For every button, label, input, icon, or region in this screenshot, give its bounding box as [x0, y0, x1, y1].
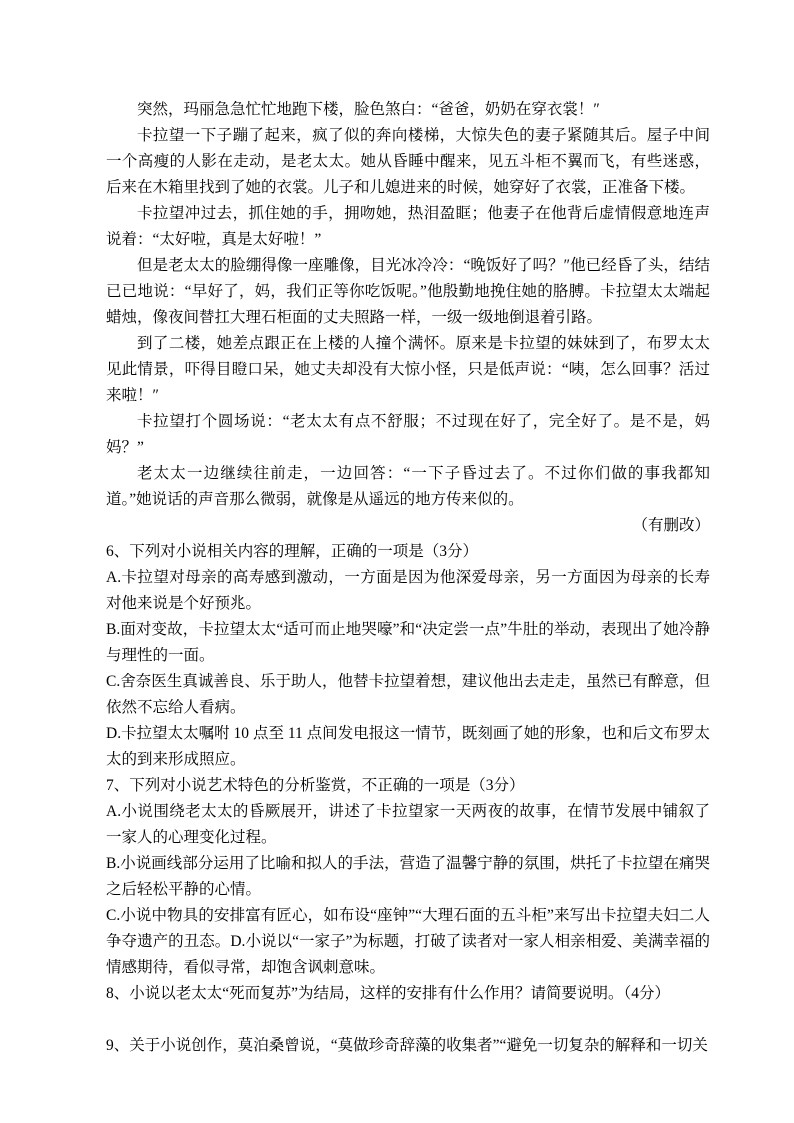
story-paragraph-7: 老太太一边继续往前走，一边回答：“一下子昏过去了。不过你们做的事我都知道。”她说话的声音那么微弱，就像是从遥远的地方传来似的。: [106, 465, 710, 508]
question-6-option-d: D.卡拉望太太嘱咐 10 点至 11 点间发电报这一情节，既刻画了她的形象，也和后文布罗太太的到来形成照应。: [106, 725, 710, 768]
question-6-option-b: B.面对变故，卡拉望太太“适可而止地哭嚎”和“决定尝一点”牛肚的举动，表现出了她冷静与理性的一面。: [106, 621, 710, 664]
question-6-stem: 6、下列对小说相关内容的理解，正确的一项是（3分）: [106, 543, 479, 560]
story-paragraph-3: 卡拉望冲过去，抓住她的手，拥吻她，热泪盈眶；他妻子在他背后虚情假意地连声说着：“太好啦，真是太好啦！”: [106, 205, 710, 248]
question-6-option-a: A.卡拉望对母亲的高寿感到激动，一方面是因为他深爱母亲，另一方面因为母亲的长寿对他来说是个好预兆。: [106, 569, 710, 612]
question-7-option-b: B.小说画线部分运用了比喻和拟人的手法，营造了温馨宁静的氛围，烘托了卡拉望在痛哭之后轻松平静的心情。: [106, 855, 710, 898]
question-7-options-c-d: C.小说中物具的安排富有匠心，如布设“座钟”“大理石面的五斗柜”来写出卡拉望夫妇二人争夺遗产的丑态。D.小说以“一家子”为标题，打破了读者对一家人相亲相爱、美满幸福的情感期待，看似寻常，却饱含讽刺意味。: [106, 907, 710, 976]
story-paragraph-5: 到了二楼，她差点跟正在上楼的人撞个满怀。原来是卡拉望的妹妹到了，布罗太太见此情景，吓得目瞪口呆，她丈夫却没有大惊小怪，只是低声说：“咦，怎么回事？活过来啦！″: [106, 335, 710, 404]
story-paragraph-4: 但是老太太的脸绷得像一座雕像，目光冰冷冷：“晚饭好了吗？″他已经昏了头，结结已已地说：“早好了，妈，我们正等你吃饭呢。”他殷勤地挽住她的胳膊。卡拉望太太端起蜡烛，像夜间替扛大理石柜面的丈夫照路一样，一级一级地倒退着引路。: [106, 257, 710, 326]
attribution-note: （有删改）: [632, 517, 710, 534]
story-paragraph-1: 突然，玛丽急急忙忙地跑下楼，脸色煞白：“爸爸，奶奶在穿衣裳！″: [137, 101, 600, 118]
question-7-stem: 7、下列对小说艺术特色的分析鉴赏，不正确的一项是（3分）: [106, 777, 525, 794]
question-6-option-c: C.舍奈医生真诚善良、乐于助人，他替卡拉望着想，建议他出去走走，虽然已有醉意，但依然不忘给人看病。: [106, 673, 710, 716]
question-7-option-a: A.小说围绕老太太的昏厥展开，讲述了卡拉望家一天两夜的故事，在情节发展中铺叙了一家人的心理变化过程。: [106, 803, 710, 846]
story-paragraph-2: 卡拉望一下子蹦了起来，疯了似的奔向楼梯，大惊失色的妻子紧随其后。屋子中间一个高瘦的人影在走动，是老太太。她从昏睡中醒来，见五斗柜不翼而飞，有些迷惑，后来在木箱里找到了她的衣裳。儿子和儿媳进来的时候，她穿好了衣裳，正准备下楼。: [106, 127, 710, 196]
story-paragraph-6: 卡拉望打个圆场说：“老太太有点不舒服；不过现在好了，完全好了。是不是，妈妈？”: [106, 413, 710, 456]
question-9-stem: 9、关于小说创作，莫泊桑曾说，“莫做珍奇辞藻的收集者”“避免一切复杂的解释和一切关: [106, 1037, 708, 1054]
question-8-stem: 8、小说以老太太“死而复苏”为结局，这样的安排有什么作用？请简要说明。（4分）: [106, 985, 671, 1002]
